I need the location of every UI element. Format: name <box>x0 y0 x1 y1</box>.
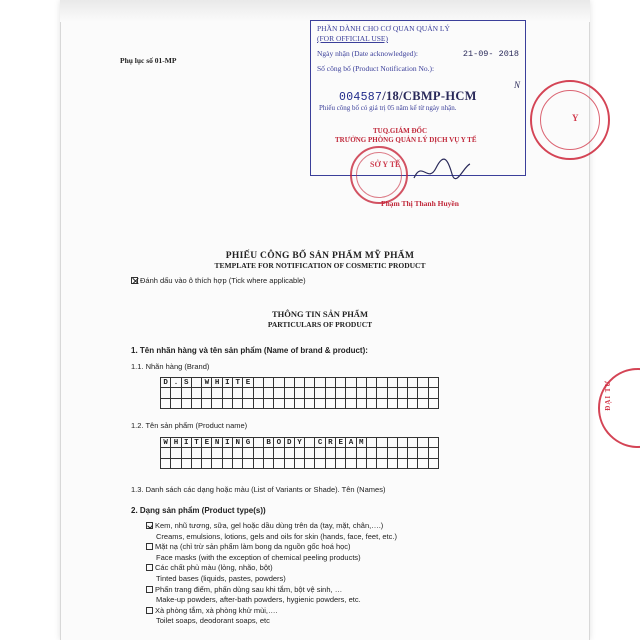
grid-cell <box>212 448 222 458</box>
product-name-character-grid <box>160 437 439 469</box>
grid-cell: I <box>223 438 233 448</box>
grid-cell <box>161 459 171 469</box>
product-type-label-en: Tinted bases (liquids, pastes, powders) <box>156 573 286 583</box>
grid-cell <box>171 448 181 458</box>
grid-cell: N <box>233 438 243 448</box>
grid-cell <box>202 459 212 469</box>
grid-cell <box>171 388 181 398</box>
grid-cell <box>429 388 439 398</box>
grid-cell <box>408 459 418 469</box>
notification-number <box>339 89 477 104</box>
product-type-checkbox-icon <box>146 543 153 550</box>
grid-cell <box>398 399 408 409</box>
grid-cell <box>418 378 428 388</box>
grid-cell <box>264 399 274 409</box>
product-type-label-en: Face masks (with the exception of chemical peeling products) <box>156 552 361 562</box>
grid-cell <box>388 388 398 398</box>
product-type-checkbox-icon <box>146 586 153 593</box>
grid-cell <box>192 448 202 458</box>
grid-cell <box>233 448 243 458</box>
grid-cell <box>429 438 439 448</box>
product-type-label: Phấn trang điểm, phấn dùng sau khi tắm, bột vệ sinh, … <box>155 584 343 594</box>
product-type-list <box>146 521 397 627</box>
grid-cell <box>202 448 212 458</box>
grid-cell: G <box>243 438 253 448</box>
official-use-box <box>310 20 526 208</box>
grid-cell: D <box>285 438 295 448</box>
grid-cell <box>305 438 315 448</box>
grid-cell <box>254 448 264 458</box>
grid-cell <box>285 399 295 409</box>
grid-cell <box>377 438 387 448</box>
grid-cell <box>192 459 202 469</box>
grid-cell <box>264 388 274 398</box>
product-type-item <box>146 542 397 553</box>
grid-cell <box>377 448 387 458</box>
notification-number-suffix: /18/CBMP-HCM <box>382 89 477 103</box>
pen-mark: N <box>514 80 521 90</box>
margin-stamp-inner-ring <box>540 90 600 150</box>
grid-cell <box>408 438 418 448</box>
product-type-label: Mặt nạ (chỉ trừ sản phẩm làm bong da nguồn gốc hoá học) <box>155 542 351 552</box>
grid-cell <box>429 459 439 469</box>
brand-character-grid <box>160 377 439 409</box>
grid-cell <box>398 448 408 458</box>
grid-cell: N <box>212 438 222 448</box>
notification-number-label: Số công bố (Product Notification No.): <box>317 64 435 73</box>
product-type-checkbox-icon <box>146 522 153 529</box>
grid-cell <box>357 459 367 469</box>
official-box-title: PHẦN DÀNH CHO CƠ QUAN QUẢN LÝ <box>317 24 450 33</box>
grid-cell <box>315 399 325 409</box>
grid-cell <box>182 459 192 469</box>
grid-cell <box>305 378 315 388</box>
grid-cell <box>182 399 192 409</box>
date-acknowledged-label: Ngày nhận (Date acknowledged): <box>317 49 419 58</box>
grid-cell <box>367 399 377 409</box>
grid-cell: I <box>223 378 233 388</box>
grid-cell <box>161 399 171 409</box>
grid-cell: I <box>182 438 192 448</box>
grid-cell <box>264 459 274 469</box>
edge-stamp-text: ĐẠI TƯ <box>604 380 612 411</box>
grid-cell: D <box>161 378 171 388</box>
grid-cell <box>202 388 212 398</box>
question-1-heading: 1. Tên nhãn hàng và tên sản phẩm (Name of brand & product): <box>131 346 368 355</box>
form-title: PHIẾU CÔNG BỐ SẢN PHẨM MỸ PHẨM <box>225 251 415 261</box>
grid-cell <box>315 448 325 458</box>
grid-cell <box>223 388 233 398</box>
grid-cell <box>388 378 398 388</box>
grid-cell <box>305 448 315 458</box>
official-box-title-en: (FOR OFFICIAL USE) <box>317 34 388 43</box>
grid-cell <box>377 399 387 409</box>
grid-cell <box>285 378 295 388</box>
grid-cell <box>315 378 325 388</box>
grid-cell <box>346 448 356 458</box>
page-shadow <box>60 0 590 22</box>
grid-cell <box>171 399 181 409</box>
product-type-label-en: Creams, emulsions, lotions, gels and oils for skin (hands, face, feet, etc.) <box>156 531 397 541</box>
grid-cell: R <box>326 438 336 448</box>
grid-cell <box>212 399 222 409</box>
grid-cell <box>429 448 439 458</box>
grid-cell <box>243 388 253 398</box>
grid-cell <box>233 459 243 469</box>
grid-cell <box>357 448 367 458</box>
grid-cell <box>264 378 274 388</box>
grid-cell <box>398 388 408 398</box>
grid-cell <box>357 388 367 398</box>
tick-example-checkbox-icon <box>131 277 138 284</box>
grid-cell <box>429 399 439 409</box>
grid-cell: H <box>171 438 181 448</box>
notification-number-row <box>317 64 519 74</box>
grid-cell: M <box>357 438 367 448</box>
section-title-en: PARTICULARS OF PRODUCT <box>267 320 373 329</box>
product-type-item <box>146 563 397 574</box>
variants-label: 1.3. Danh sách các dạng hoặc màu (List of Variants or Shade). Tên (Names) <box>131 485 386 494</box>
grid-cell <box>336 448 346 458</box>
grid-cell <box>233 399 243 409</box>
grid-cell <box>274 388 284 398</box>
grid-cell <box>285 388 295 398</box>
grid-cell <box>202 399 212 409</box>
section-title: THÔNG TIN SẢN PHẨM <box>272 309 368 319</box>
grid-cell <box>254 399 264 409</box>
grid-cell <box>367 448 377 458</box>
grid-cell <box>254 378 264 388</box>
grid-cell <box>192 399 202 409</box>
grid-cell: T <box>192 438 202 448</box>
grid-cell <box>326 459 336 469</box>
form-title-en: TEMPLATE FOR NOTIFICATION OF COSMETIC PRODUCT <box>214 261 426 270</box>
grid-cell <box>377 388 387 398</box>
signer-title: TUQ.GIÁM ĐỐC <box>373 127 428 135</box>
grid-cell <box>285 448 295 458</box>
product-name-label: 1.2. Tên sản phẩm (Product name) <box>131 421 248 430</box>
grid-cell: E <box>336 438 346 448</box>
grid-cell <box>346 399 356 409</box>
grid-cell <box>295 399 305 409</box>
grid-cell: H <box>212 378 222 388</box>
grid-cell <box>326 399 336 409</box>
product-type-label: Các chất phủ màu (lỏng, nhão, bột) <box>155 563 273 573</box>
grid-cell: O <box>274 438 284 448</box>
grid-cell <box>243 448 253 458</box>
question-2-heading: 2. Dạng sản phẩm (Product type(s)) <box>131 506 266 515</box>
grid-cell <box>418 388 428 398</box>
grid-cell: C <box>315 438 325 448</box>
grid-cell <box>295 388 305 398</box>
product-type-item <box>146 585 397 596</box>
grid-cell <box>357 378 367 388</box>
product-type-item <box>146 521 397 532</box>
grid-cell <box>212 388 222 398</box>
grid-cell <box>212 459 222 469</box>
grid-cell <box>274 448 284 458</box>
grid-cell <box>223 448 233 458</box>
grid-cell <box>429 378 439 388</box>
grid-cell <box>357 399 367 409</box>
grid-cell <box>295 448 305 458</box>
grid-cell: W <box>202 378 212 388</box>
grid-cell <box>398 438 408 448</box>
grid-cell <box>418 448 428 458</box>
grid-cell <box>305 399 315 409</box>
grid-cell <box>377 378 387 388</box>
grid-cell <box>285 459 295 469</box>
notification-number-handwritten: 004587 <box>339 91 383 104</box>
signer-subtitle: TRƯỞNG PHÒNG QUẢN LÝ DỊCH VỤ Y TẾ <box>335 136 477 144</box>
grid-cell <box>274 459 284 469</box>
grid-cell <box>346 459 356 469</box>
product-type-checkbox-icon <box>146 564 153 571</box>
tick-note-text: Đánh dấu vào ô thích hợp (Tick where applicable) <box>140 276 306 285</box>
grid-cell: S <box>182 378 192 388</box>
grid-cell <box>315 459 325 469</box>
grid-cell <box>346 378 356 388</box>
grid-cell <box>254 388 264 398</box>
official-stamp-inner-ring <box>356 152 402 198</box>
grid-cell <box>367 438 377 448</box>
grid-cell: B <box>264 438 274 448</box>
grid-cell <box>408 448 418 458</box>
grid-cell <box>254 438 264 448</box>
product-type-label-en: Toilet soaps, deodorant soaps, etc <box>156 616 270 626</box>
grid-cell <box>367 378 377 388</box>
grid-cell: E <box>243 378 253 388</box>
grid-cell: A <box>346 438 356 448</box>
grid-cell <box>192 388 202 398</box>
grid-cell <box>182 448 192 458</box>
validity-note: Phiếu công bố có giá trị 05 năm kể từ ngày nhận. <box>319 104 457 112</box>
grid-cell <box>233 388 243 398</box>
grid-cell: Y <box>295 438 305 448</box>
grid-cell <box>295 459 305 469</box>
grid-cell <box>243 399 253 409</box>
grid-cell <box>295 378 305 388</box>
grid-cell <box>243 459 253 469</box>
margin-stamp-text: Y <box>572 113 579 123</box>
grid-cell <box>408 378 418 388</box>
grid-cell <box>398 459 408 469</box>
grid-cell <box>388 438 398 448</box>
grid-cell <box>336 459 346 469</box>
product-type-label-en: Make-up powders, after-bath powders, hygienic powders, etc. <box>156 595 361 605</box>
product-type-item <box>146 606 397 617</box>
product-type-checkbox-icon <box>146 607 153 614</box>
tick-note <box>131 276 306 285</box>
grid-cell <box>305 388 315 398</box>
brand-label: 1.1. Nhãn hàng (Brand) <box>131 362 210 371</box>
grid-cell <box>336 399 346 409</box>
date-acknowledged-row <box>317 49 519 59</box>
signature-scribble <box>412 156 472 186</box>
signer-name: Phạm Thị Thanh Huyền <box>381 199 459 208</box>
grid-cell <box>223 459 233 469</box>
grid-cell <box>254 459 264 469</box>
grid-cell <box>418 399 428 409</box>
grid-cell: . <box>171 378 181 388</box>
product-type-label: Kem, nhũ tương, sữa, gel hoặc dầu dùng trên da (tay, mặt, chân,….) <box>155 521 384 530</box>
grid-cell <box>367 388 377 398</box>
grid-cell: W <box>161 438 171 448</box>
grid-cell <box>346 388 356 398</box>
grid-cell <box>398 378 408 388</box>
grid-cell <box>388 399 398 409</box>
grid-cell: T <box>233 378 243 388</box>
grid-cell <box>326 448 336 458</box>
grid-cell <box>305 459 315 469</box>
grid-cell <box>408 399 418 409</box>
grid-cell <box>377 459 387 469</box>
grid-cell <box>192 378 202 388</box>
grid-cell <box>315 388 325 398</box>
grid-cell <box>161 448 171 458</box>
grid-cell <box>418 438 428 448</box>
product-type-label: Xà phòng tắm, xà phòng khử mùi,…. <box>155 605 278 615</box>
grid-cell <box>264 448 274 458</box>
grid-cell: E <box>202 438 212 448</box>
date-acknowledged-value: 21-09- 2018 <box>462 49 519 59</box>
grid-cell <box>274 399 284 409</box>
grid-cell <box>408 388 418 398</box>
grid-cell <box>274 378 284 388</box>
grid-cell <box>223 399 233 409</box>
grid-cell <box>388 448 398 458</box>
grid-cell <box>182 388 192 398</box>
grid-cell <box>336 378 346 388</box>
grid-cell <box>418 459 428 469</box>
grid-cell <box>326 378 336 388</box>
grid-cell <box>336 388 346 398</box>
grid-cell <box>171 459 181 469</box>
grid-cell <box>388 459 398 469</box>
grid-cell <box>367 459 377 469</box>
grid-cell <box>161 388 171 398</box>
official-stamp-text: SỞ Y TẾ <box>370 160 401 169</box>
appendix-label: Phụ lục số 01-MP <box>120 56 177 65</box>
grid-cell <box>326 388 336 398</box>
